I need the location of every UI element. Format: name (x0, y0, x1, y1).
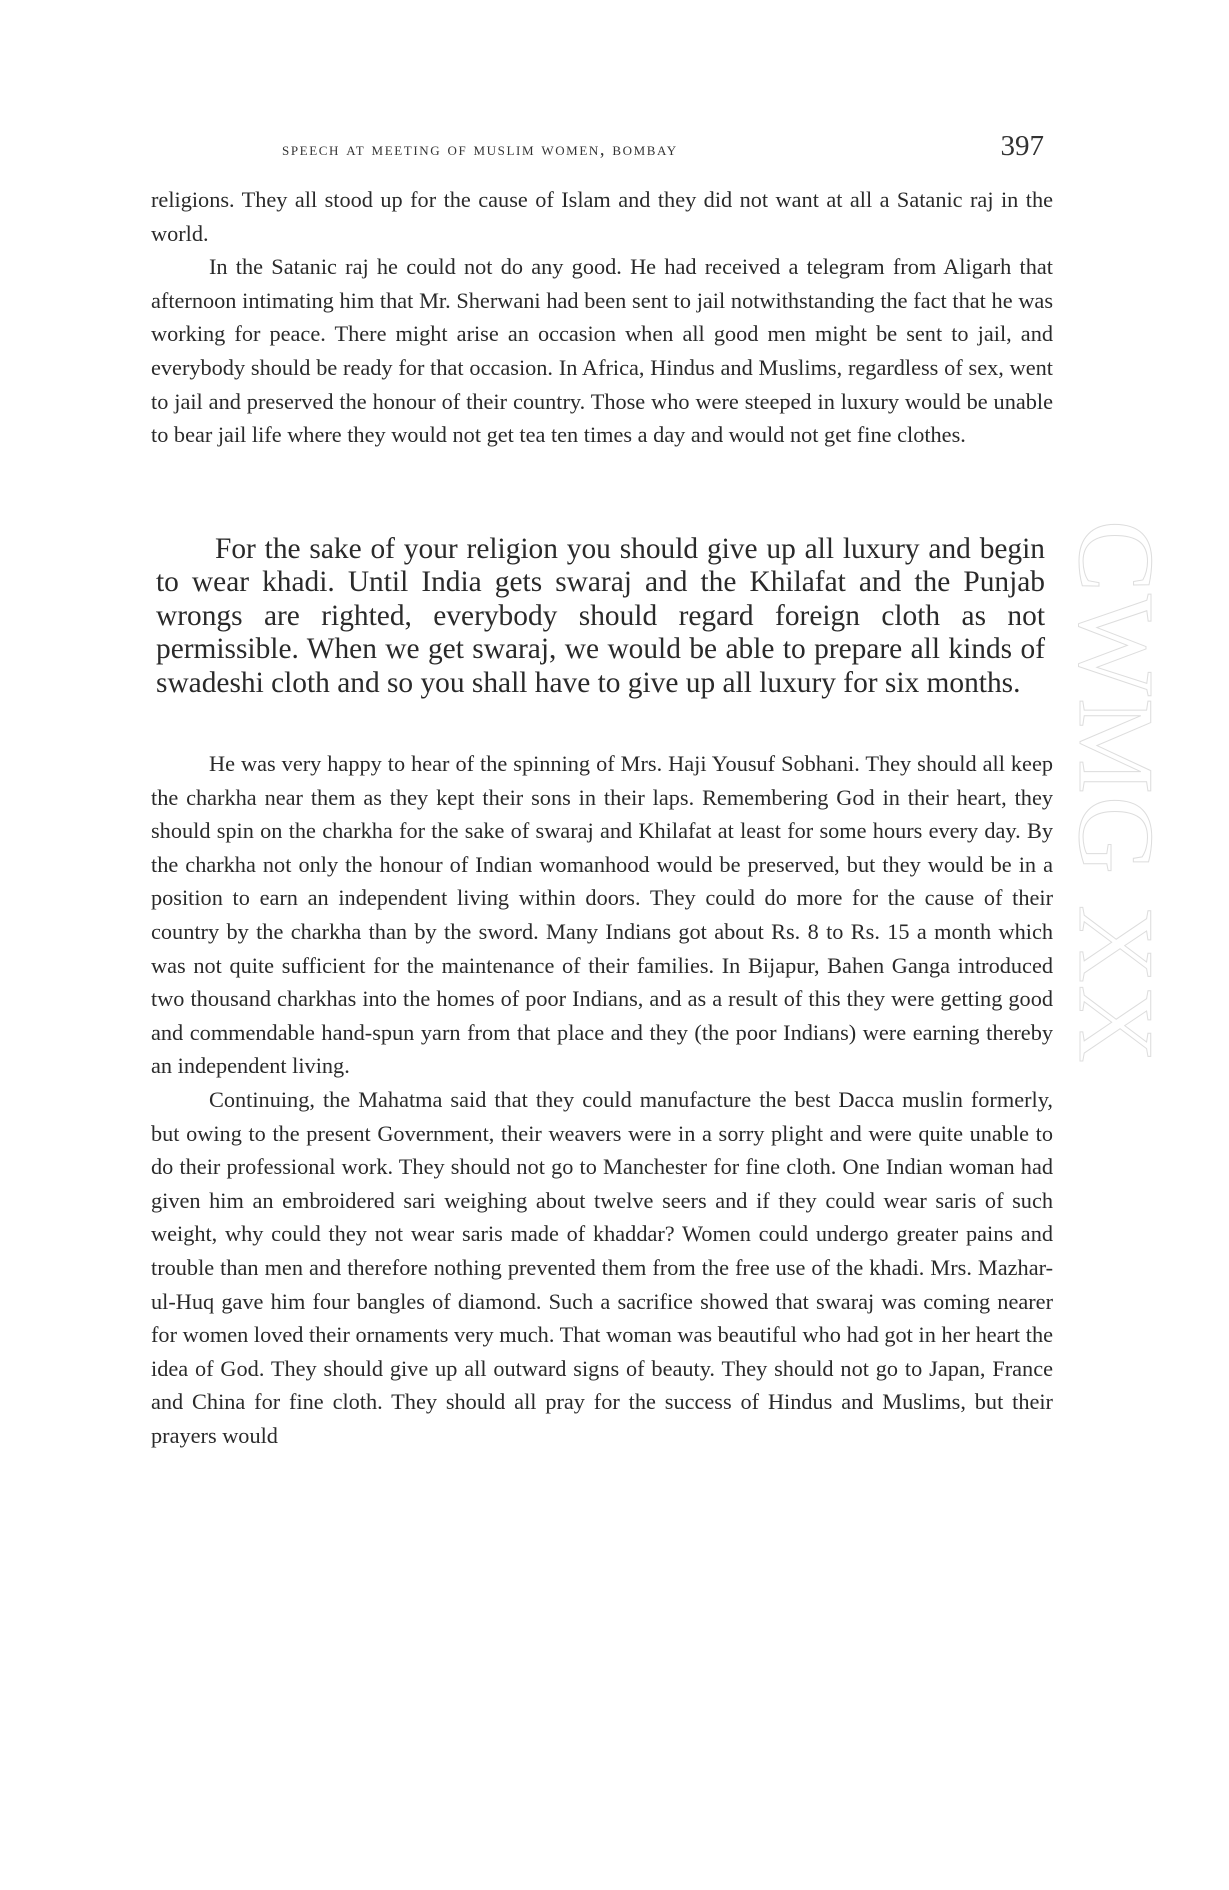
quoted-speech (156, 533, 1045, 700)
paragraph-continuation: religions. They all stood up for the cause of Islam and they did not want at all a Satanic raj in the world. (151, 187, 1053, 246)
paragraph: Continuing, the Mahatma said that they could manufacture the best Dacca muslin formerly, but owing to the present Government, their weavers were in a sorry plight and were quite unable to do their professional work. They should not go to Manchester for fine cloth. One Indian woman had given him an embroidered sari weighing about twelve seers and if they could wear saris of such weight, why could they not wear saris made of khaddar? Women could undergo greater pains and trouble than men and therefore nothing prevented them from the free use of the khadi. Mrs. Mazhar-ul-Huq gave him four bangles of diamond. Such a sacrifice showed that swaraj was coming nearer for women loved their ornaments very much. That woman was beautiful who had got in her heart the idea of God. They should give up all outward signs of beauty. They should not go to Japan, France and China for fine cloth. They should all pray for the success of Hindus and Muslims, but their prayers would (151, 1086, 1053, 1448)
page-number: 397 (1000, 130, 1044, 162)
paragraph: In the Satanic raj he could not do any good. He had received a telegram from Aligarh that afternoon intimating him that Mr. Sherwani had been sent to jail notwithstanding the fact that he was working for peace. There might arise an occasion when all good men might be sent to jail, and everybody should be ready for that occasion. In Africa, Hindus and Muslims, regardless of sex, went to jail and preserved the honour of their country. Those who were steeped in luxury would be unable to bear jail life where they would not get tea ten times a day and would not get fine clothes. (151, 254, 1053, 448)
watermark: CWMG XX (1056, 520, 1175, 1065)
paragraph: He was very happy to hear of the spinning of Mrs. Haji Yousuf Sobhani. They should all keep the charkha near them as they kept their sons in their laps. Remembering God in their heart, they should spin on the charkha for the sake of swaraj and Khilafat at least for some hours every day. By the charkha not only the honour of Indian womanhood would be preserved, but they would be in a position to earn an independent living within doors. They could do more for the cause of their country by the charkha than by the sword. Many Indians got about Rs. 8 to Rs. 15 a month which was not quite sufficient for the maintenance of their families. In Bijapur, Bahen Ganga introduced two thousand charkhas into the homes of poor Indians, and as a result of this they were getting good and commendable hand-spun yarn from that place and they (the poor Indians) were earning thereby an independent living. (151, 751, 1053, 1079)
running-title: speech at meeting of muslim women, bombay (282, 140, 678, 160)
page-header (282, 130, 1044, 170)
quote-paragraph: For the sake of your religion you should give up all luxury and begin to wear khadi. Until India gets swaraj and the Khilafat and the Punjab wrongs are righted, everybody should regard foreign cloth as not permissible. When we get swaraj, we would be able to prepare all kinds of swadeshi cloth and so you shall have to give up all luxury for six months. (156, 533, 1045, 699)
body-text-bottom (151, 747, 1053, 1452)
body-text-top (151, 183, 1053, 452)
